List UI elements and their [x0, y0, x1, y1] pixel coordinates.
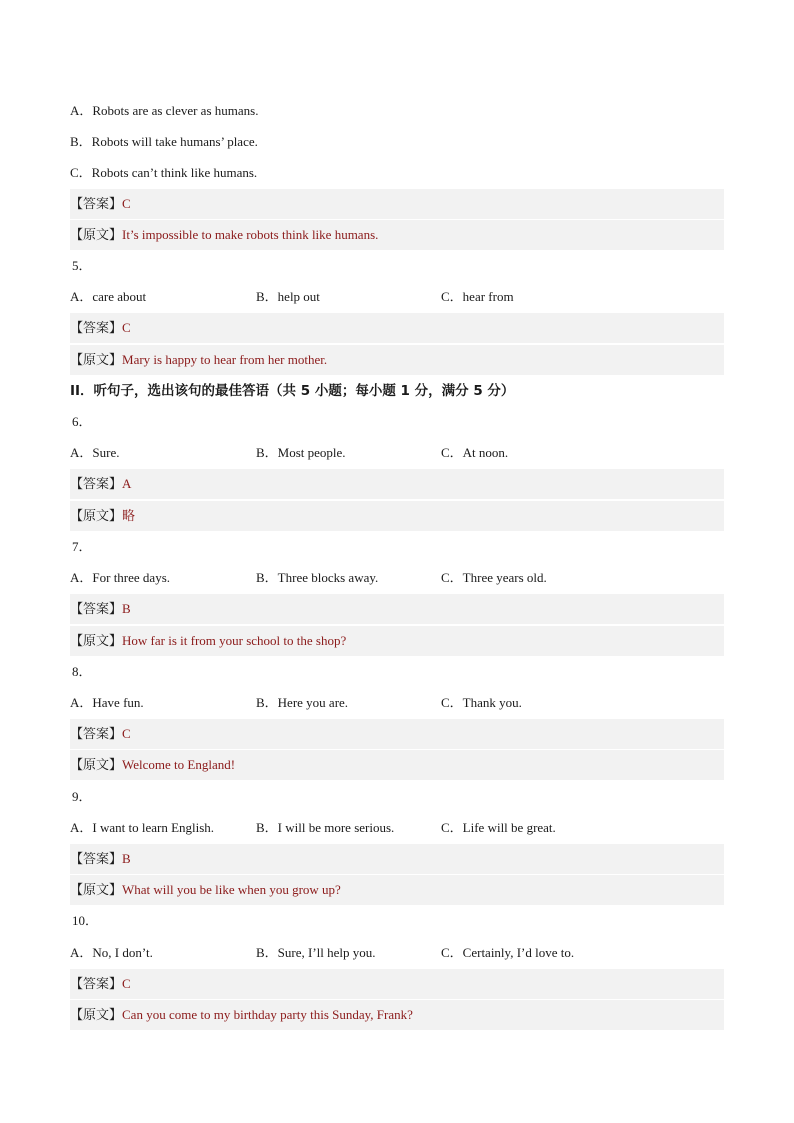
q8-option-c: C．Thank you.: [441, 695, 522, 710]
q6-option-c: C．At noon.: [441, 445, 509, 460]
q4-option-c: C．Robots can’t think like humans.: [70, 165, 258, 180]
q10-option-b: B．Sure, I’ll help you.: [256, 945, 376, 960]
q4-option-a: A．Robots are as clever as humans.: [70, 103, 259, 118]
q10-option-c: C．Certainly, I’d love to.: [441, 945, 575, 960]
q5-option-b: B．help out: [256, 289, 320, 304]
q9-option-c: C．Life will be great.: [441, 820, 556, 835]
q9-option-b: B．I will be more serious.: [256, 820, 395, 835]
q8-options: [70, 688, 724, 718]
q10-options: [70, 938, 724, 968]
q5-options: [70, 282, 724, 312]
q6-options: [70, 438, 724, 468]
q8-number: 8．: [72, 664, 92, 679]
q6-original-text: 【原文】略: [70, 501, 724, 531]
q6-option-b: B．Most people.: [256, 445, 346, 460]
q9-options: [70, 813, 724, 843]
q10-option-a: A．No, I don’t.: [70, 945, 153, 960]
q4-option-b: B．Robots will take humans’ place.: [70, 134, 258, 149]
q5-option-a: A．care about: [70, 289, 147, 304]
q7-option-c: C．Three years old.: [441, 570, 547, 585]
q9-option-a: A．I want to learn English.: [70, 820, 215, 835]
q7-options: [70, 563, 724, 593]
q7-option-b: B．Three blocks away.: [256, 570, 379, 585]
q4-original-text: 【原文】It’s impossible to make robots think like humans.: [70, 220, 724, 250]
q6-answer: 【答案】A: [70, 469, 724, 499]
q7-option-a: A．For three days.: [70, 570, 171, 585]
q8-original-text: 【原文】Welcome to England!: [70, 750, 724, 780]
q6-option-a: A．Sure.: [70, 445, 120, 460]
q5-original-text: 【原文】Mary is happy to hear from her mother.: [70, 345, 724, 375]
q8-answer: 【答案】C: [70, 719, 724, 749]
q10-number: 10．: [72, 913, 99, 928]
q7-original-text: 【原文】How far is it from your school to the shop?: [70, 626, 724, 656]
q10-answer: 【答案】C: [70, 969, 724, 999]
q8-option-a: A．Have fun.: [70, 695, 144, 710]
q5-number: 5．: [72, 258, 92, 273]
q9-original-text: 【原文】What will you be like when you grow up?: [70, 875, 724, 905]
q5-option-c: C．hear from: [441, 289, 514, 304]
q9-answer: 【答案】B: [70, 844, 724, 874]
q10-original-text: 【原文】Can you come to my birthday party this Sunday, Frank?: [70, 1000, 724, 1030]
q8-option-b: B．Here you are.: [256, 695, 349, 710]
section-heading: II．听句子，选出该句的最佳答语（共 5 小题；每小题 1 分，满分 5 分）: [70, 383, 515, 399]
q4-answer: 【答案】C: [70, 189, 724, 219]
q9-number: 9．: [72, 789, 92, 804]
q7-number: 7．: [72, 539, 92, 554]
q7-answer: 【答案】B: [70, 594, 724, 624]
q6-number: 6．: [72, 414, 92, 429]
q5-answer: 【答案】C: [70, 313, 724, 343]
